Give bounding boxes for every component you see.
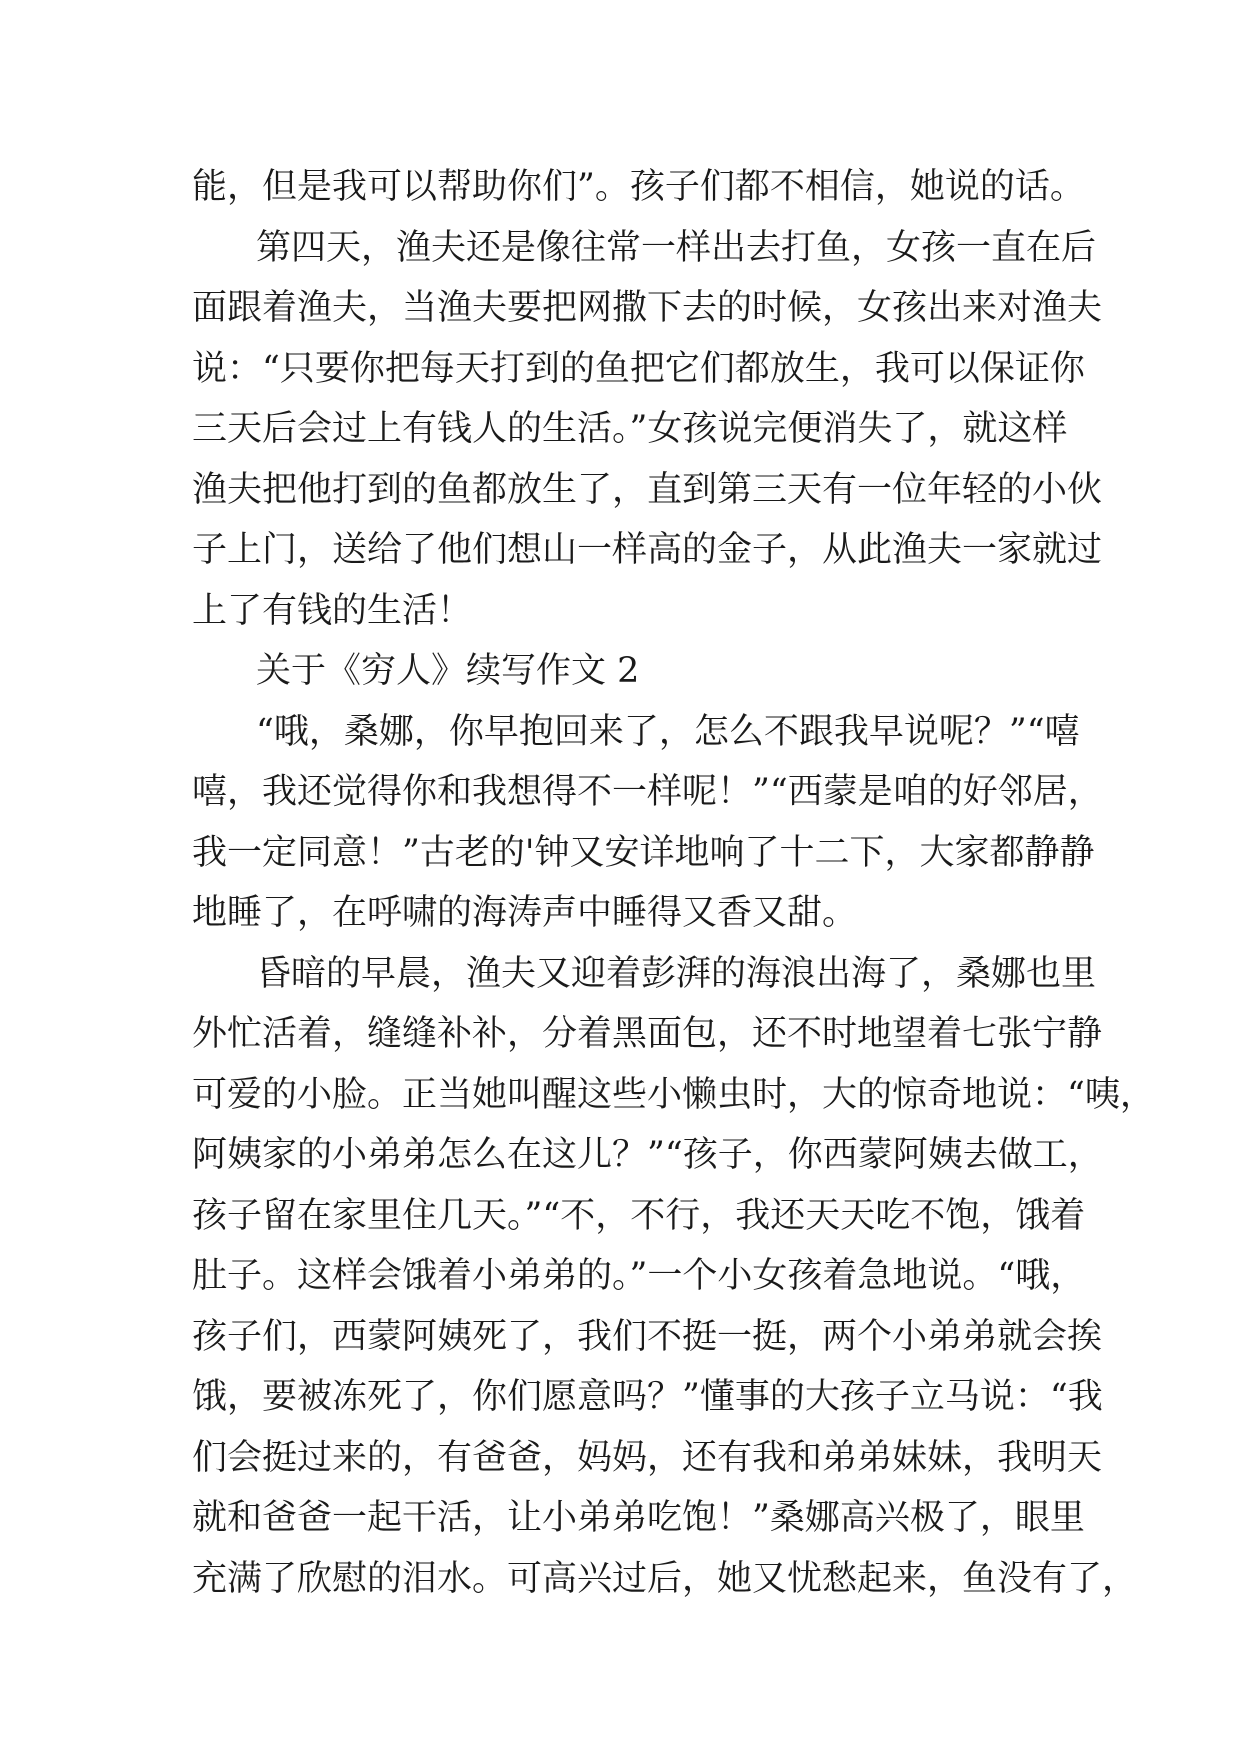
text-line: “哦，桑娜，你早抱回来了，怎么不跟我早说呢？”“嘻 (256, 711, 1080, 752)
text-line: 子上门，送给了他们想山一样高的金子，从此渔夫一家就过 (192, 530, 1103, 570)
text-line: 肚子。这样会饿着小弟弟的。”一个小女孩着急地说。“哦， (192, 1256, 1086, 1296)
text-line: 地睡了，在呼啸的海涛声中睡得又香又甜。 (192, 893, 858, 933)
text-line: 我一定同意！”古老的'钟又安详地响了十二下，大家都静静 (192, 832, 1095, 873)
text-line: 面跟着渔夫，当渔夫要把网撒下去的时候，女孩出来对渔夫 (192, 288, 1103, 328)
text-line: 们会挺过来的，有爸爸，妈妈，还有我和弟弟妹妹，我明天 (192, 1437, 1103, 1478)
text-line: 孩子留在家里住几天。”“不，不行，我还天天吃不饱，饿着 (192, 1195, 1086, 1236)
document-body (192, 157, 1155, 1609)
text-line: 就和爸爸一起干活，让小弟弟吃饱！”桑娜高兴极了，眼里 (192, 1498, 1085, 1538)
text-line: 第四天，渔夫还是像往常一样出去打鱼，女孩一直在后 (256, 227, 1097, 268)
text-line: 能，但是我可以帮助你们”。孩子们都不相信，她说的话。 (192, 167, 1085, 207)
text-line: 昏暗的早晨，渔夫又迎着彭湃的海浪出海了，桑娜也里 (256, 953, 1097, 994)
section-heading: 关于《穷人》续写作文 2 (256, 651, 640, 691)
text-line: 饿，要被冻死了，你们愿意吗？”懂事的大孩子立马说：“我 (192, 1377, 1103, 1417)
text-line: 可爱的小脸。正当她叫醒这些小懒虫时，大的惊奇地说：“咦， (192, 1074, 1155, 1115)
text-line: 阿姨家的小弟弟怎么在这儿？”“孩子，你西蒙阿姨去做工， (192, 1135, 1103, 1175)
text-line: 渔夫把他打到的鱼都放生了，直到第三天有一位年轻的小伙 (192, 469, 1103, 510)
text-line: 上了有钱的生活！ (192, 590, 473, 631)
text-line: 孩子们，西蒙阿姨死了，我们不挺一挺，两个小弟弟就会挨 (192, 1316, 1103, 1357)
text-line: 外忙活着，缝缝补补，分着黑面包，还不时地望着七张宁静 (192, 1014, 1103, 1054)
text-line: 三天后会过上有钱人的生活。”女孩说完便消失了，就这样 (192, 409, 1068, 449)
text-line: 说：“只要你把每天打到的鱼把它们都放生，我可以保证你 (192, 348, 1085, 389)
text-line: 充满了欣慰的泪水。可高兴过后，她又忧愁起来，鱼没有了， (192, 1558, 1138, 1599)
text-line: 嘻，我还觉得你和我想得不一样呢！”“西蒙是咱的好邻居， (192, 772, 1103, 812)
